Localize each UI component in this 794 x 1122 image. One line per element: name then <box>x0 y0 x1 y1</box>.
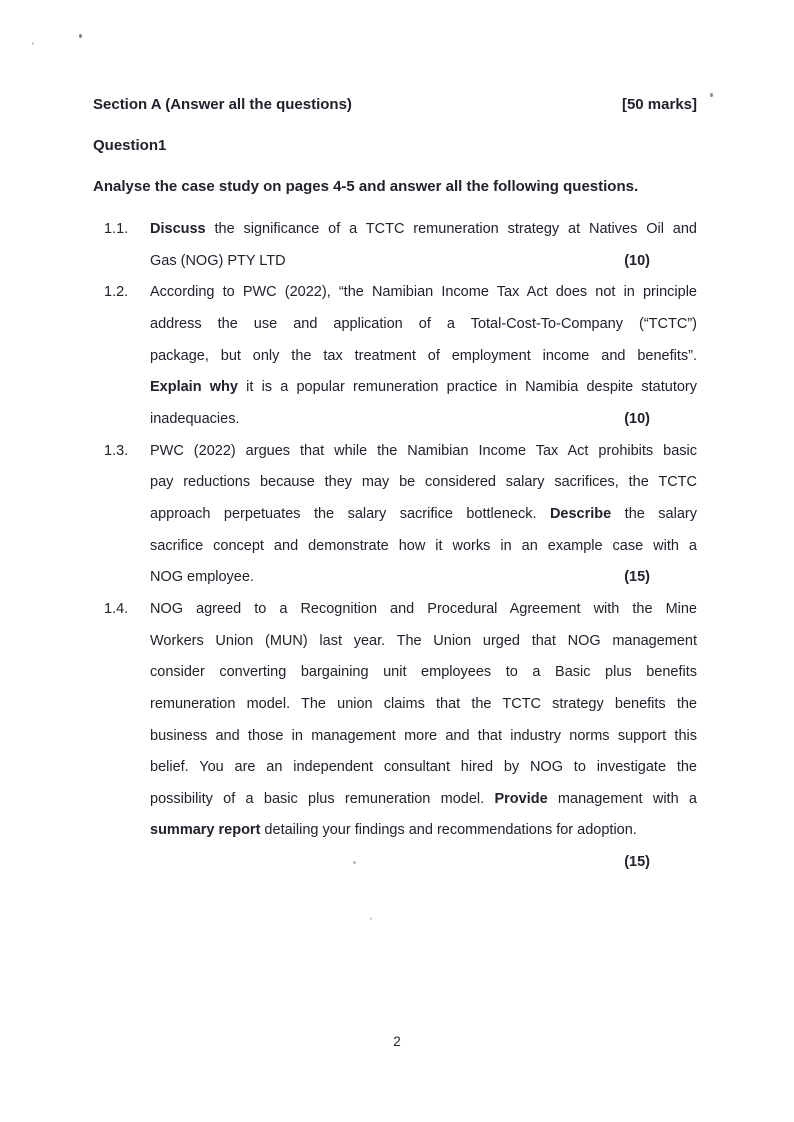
marks-value: (15) <box>624 854 650 871</box>
question-line-text: Workers Union (MUN) last year. The Union urged that NOG management <box>150 632 697 649</box>
question-line-text: PWC (2022) argues that while the Namibian Income Tax Act prohibits basic <box>150 442 697 459</box>
question-line-text: NOG agreed to a Recognition and Procedural Agreement with the Mine <box>150 600 697 617</box>
question-line-text: business and those in management more and that industry norms support this <box>150 727 697 744</box>
scan-artifact-dot <box>370 917 372 920</box>
question-line <box>150 721 697 753</box>
question-item-1.3 <box>104 436 697 594</box>
question-line-text: approach perpetuates the salary sacrifice bottleneck. Describe the salary <box>150 505 697 522</box>
section-header <box>93 96 697 114</box>
question-item-1.2 <box>104 277 697 435</box>
question-line <box>150 847 697 879</box>
question-line <box>150 752 697 784</box>
question-line-text: possibility of a basic plus remuneration model. Provide management with a <box>150 790 697 807</box>
question-line <box>150 562 697 594</box>
question-line <box>150 657 697 689</box>
question-line <box>150 626 697 658</box>
question-line-text: sacrifice concept and demonstrate how it works in an example case with a <box>150 537 697 554</box>
instruction-text: Analyse the case study on pages 4-5 and answer all the following questions. <box>93 178 639 195</box>
question-line <box>150 246 697 278</box>
marks-value: (10) <box>624 252 650 269</box>
question-number: 1.1. <box>104 221 129 237</box>
questions-list <box>104 214 697 879</box>
page-number: 2 <box>393 1034 401 1049</box>
question-line <box>150 467 697 499</box>
scan-artifact-dot <box>710 93 713 97</box>
marks-value: (15) <box>624 569 650 586</box>
question-line-text: inadequacies. <box>150 410 240 427</box>
question-item-1.4 <box>104 594 697 879</box>
question-line-text: summary report detailing your findings and recommendations for adoption. <box>150 822 637 839</box>
question-line-text: package, but only the tax treatment of employment income and benefits”. <box>150 347 697 364</box>
question-line <box>150 689 697 721</box>
question-line-text: address the use and application of a Total-Cost-To-Company (“TCTC”) <box>150 315 697 332</box>
question-title: Question1 <box>93 137 167 154</box>
question-line <box>150 784 697 816</box>
scan-artifact-dot <box>79 34 82 38</box>
question-line <box>150 594 697 626</box>
question-line-text: Gas (NOG) PTY LTD <box>150 252 286 269</box>
question-line-text: consider converting bargaining unit employees to a Basic plus benefits <box>150 664 697 681</box>
question-item-1.1 <box>104 214 697 277</box>
question-line-text: Explain why it is a popular remuneration practice in Namibia despite statutory <box>150 379 698 396</box>
question-line <box>150 499 697 531</box>
question-line-text: NOG employee. <box>150 569 254 586</box>
question-line-text: pay reductions because they may be considered salary sacrifices, the TCTC <box>150 474 697 491</box>
question-line <box>150 341 697 373</box>
question-number: 1.3. <box>104 442 129 459</box>
question-number: 1.2. <box>104 284 129 301</box>
question-line-text: According to PWC (2022), “the Namibian Income Tax Act does not in principle <box>150 284 697 301</box>
question-line-text: Discuss the significance of a TCTC remuneration strategy at Natives Oil and <box>150 221 697 237</box>
question-line <box>150 214 697 246</box>
question-number: 1.4. <box>104 600 129 617</box>
question-line <box>150 404 697 436</box>
question-line <box>150 531 697 563</box>
question-line <box>150 436 697 468</box>
question-line <box>150 309 697 341</box>
marks-value: (10) <box>624 410 650 427</box>
question-line <box>150 277 697 309</box>
scan-artifact-dot <box>32 42 34 45</box>
question-line <box>150 372 697 404</box>
section-marks-total: [50 marks] <box>621 96 697 113</box>
question-line <box>150 815 697 847</box>
section-title: Section A (Answer all the questions) <box>93 96 352 113</box>
question-line-text: belief. You are an independent consultant hired by NOG to investigate the <box>150 759 697 776</box>
question-line-text: remuneration model. The union claims that the TCTC strategy benefits the <box>150 695 697 712</box>
